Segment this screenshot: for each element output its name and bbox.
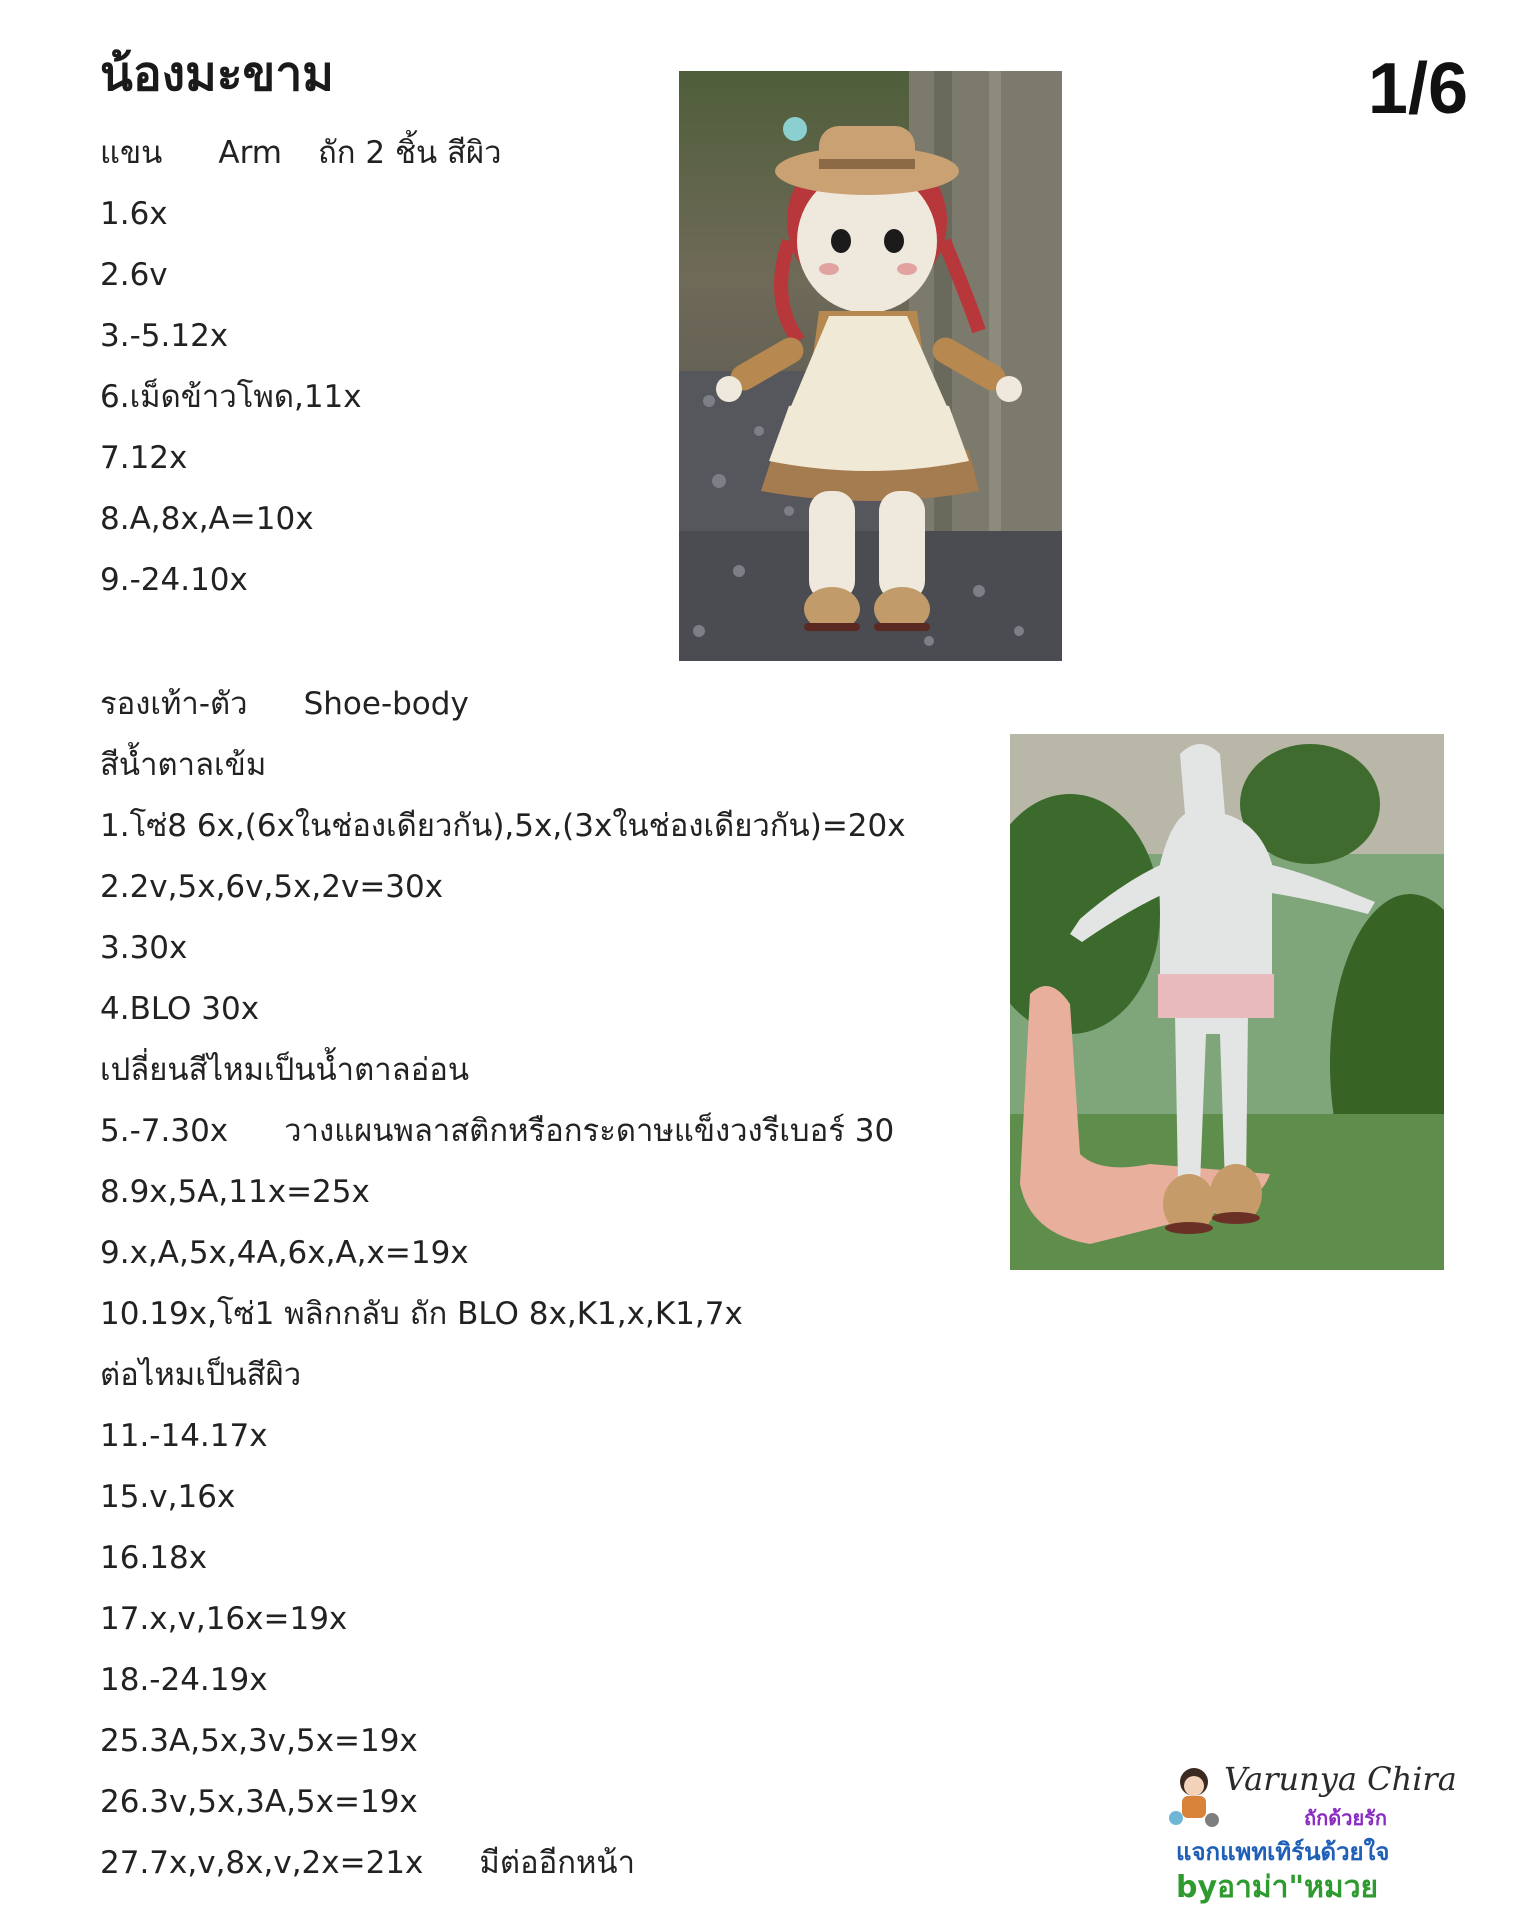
shoe-body-row: 3.30x [100, 930, 188, 966]
arm-row: 3.-5.12x [100, 318, 229, 354]
shoe-body-row: 27.7x,v,8x,v,2x=21x [100, 1845, 424, 1881]
shoe-body-row: 11.-14.17x [100, 1418, 268, 1454]
shoe-body-row: 5.-7.30x [100, 1113, 229, 1149]
shoe-body-label-en: Shoe-body [303, 686, 469, 722]
continue-note: มีต่ออีกหน้า [479, 1845, 635, 1881]
page-title: น้องมะขาม [100, 46, 334, 102]
shoe-body-row-27 [100, 1841, 635, 1885]
arm-label: แขน [100, 135, 163, 171]
logo-line2: แจกแพทเทิร์นด้วยใจ [1176, 1838, 1390, 1866]
designer-logo [1164, 1760, 1457, 1905]
shoe-body-row: 16.18x [100, 1540, 208, 1576]
logo-tagline: ถักด้วยรัก [1304, 1806, 1388, 1830]
shoe-body-row: 1.โซ่8 6x,(6xในช่องเดียวกัน),5x,(3xในช่องเดียวกัน)=20x [100, 808, 906, 844]
arm-row: 2.6v [100, 257, 168, 293]
shoe-body-heading [100, 682, 469, 726]
arm-note: ถัก 2 ชิ้น สีผิว [317, 135, 502, 171]
shoe-body-row: 18.-24.19x [100, 1662, 268, 1698]
arm-row: 1.6x [100, 196, 168, 232]
shoe-body-row-5 [100, 1109, 894, 1153]
grandma-icon [1164, 1762, 1224, 1832]
shoe-body-label: รองเท้า-ตัว [100, 686, 248, 722]
arm-heading [100, 131, 502, 175]
arm-row: 8.A,8x,A=10x [100, 501, 314, 537]
shoe-body-row: 26.3v,5x,3A,5x=19x [100, 1784, 418, 1820]
shoe-body-color-note: สีน้ำตาลเข้ม [100, 747, 267, 783]
shoe-body-row: 10.19x,โซ่1 พลิกกลับ ถัก BLO 8x,K1,x,K1,7x [100, 1296, 743, 1332]
arm-row: 6.เม็ดข้าวโพด,11x [100, 379, 362, 415]
logo-line3: byอาม่า"หมวย [1176, 1870, 1379, 1905]
shoe-body-row: 17.x,v,16x=19x [100, 1601, 348, 1637]
arm-row: 7.12x [100, 440, 188, 476]
shoe-body-row: เปลี่ยนสีไหมเป็นน้ำตาลอ่อน [100, 1052, 470, 1088]
shoe-body-row: 2.2v,5x,6v,5x,2v=30x [100, 869, 444, 905]
page-number: 1/6 [1367, 49, 1468, 129]
arm-label-en: Arm [218, 135, 282, 171]
shoe-body-row: ต่อไหมเป็นสีผิว [100, 1357, 302, 1393]
shoe-body-row: 8.9x,5A,11x=25x [100, 1174, 370, 1210]
shoe-body-row: 4.BLO 30x [100, 991, 260, 1027]
body-photo [1010, 734, 1444, 1270]
shoe-body-row: 15.v,16x [100, 1479, 236, 1515]
logo-name: Varunya Chira [1224, 1760, 1457, 1798]
shoe-body-row: 25.3A,5x,3v,5x=19x [100, 1723, 418, 1759]
shoe-body-row: 9.x,A,5x,4A,6x,A,x=19x [100, 1235, 469, 1271]
arm-row: 9.-24.10x [100, 562, 248, 598]
shoe-body-row5-note: วางแผนพลาสติกหรือกระดาษแข็งวงรีเบอร์ 30 [284, 1113, 895, 1149]
doll-photo [679, 71, 1062, 661]
